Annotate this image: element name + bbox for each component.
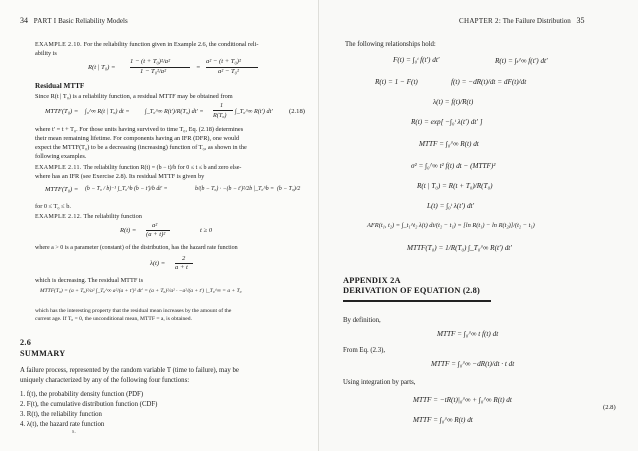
eq-lhs: λ(t) = — [150, 260, 166, 267]
equation-2-18 — [45, 102, 307, 124]
equation-residual-2-12: MTTF(T₀) = (a + T₀)²/a² ∫_T₀^∞ a²/(a + t′)² dt′ = (a + T₀)²/a² · −a²/(a + t′) |_T₀^∞ = a + T₀ — [40, 288, 242, 294]
eq-int2: ∫_T₀^∞ R(t′)/R(T₀) dt′ = — [145, 108, 204, 115]
eq-mttf-residual: MTTF(T₀) = 1/R(T₀) ∫_T₀^∞ R(t′) dt′ — [407, 244, 512, 252]
right-page — [319, 0, 638, 451]
eq-appendix-mttf-def: MTTF = ∫₀^∞ t f(t) dt — [437, 330, 499, 338]
eq-den: a + t — [175, 264, 188, 271]
example-2-10-line1 — [35, 40, 259, 50]
residual-para-1: where t′ = t + T₀. For those units having survived to time T₀, Eq. (2.18) determines — [35, 126, 244, 133]
eq-num: 2 — [182, 255, 186, 262]
right-running-head — [459, 16, 589, 25]
summary-para-2: uniquely characterized by any of the following four functions: — [20, 377, 190, 384]
eq-reliability-int: R(t) = ∫ₜ^∞ f(t′) dt′ — [495, 57, 548, 65]
page-number: 35 — [576, 16, 585, 25]
eq-pdf: f(t) = −dR(t)/dt = dF(t)/dt — [451, 78, 527, 86]
section-number: 2.6 — [20, 338, 32, 347]
residual-mttf-heading: Residual MTTF — [35, 82, 85, 90]
eq-result: (b − T₀)/2 — [277, 186, 301, 192]
eq-appendix-parts: MTTF = −tR(t)|₀^∞ + ∫₀^∞ R(t) dt — [413, 396, 512, 404]
residual-intro: Since R(t | T₀) is a reliability function, a residual MTTF may be obtained from — [35, 93, 233, 100]
eq-conditional: R(t | T₀) = R(t + T₀)/R(T₀) — [417, 182, 493, 190]
summary-item-3: 3. R(t), the reliability function — [20, 411, 102, 418]
residual-para-3: expect the MTTF(T₀) to be a decreasing (increasing) function of T₀, as shown in the — [35, 144, 247, 151]
example-2-11-line2: where has an IFR (see Exercise 2.8). Its residual MTTF is given by — [35, 173, 205, 180]
example-2-10-line2: ability is — [35, 50, 57, 57]
eq-num: a² — [152, 222, 158, 229]
eq-den: (a + t)² — [146, 231, 166, 238]
running-title: Basic Reliability Models — [58, 17, 128, 25]
integration-by-parts: Using integration by parts, — [343, 379, 416, 386]
relationships-intro: The following relationships hold: — [345, 41, 436, 48]
appendix-rule — [343, 300, 491, 302]
eq-tail: b/(b − T₀) · −(b − t′)²/2b |_T₀^b = — [195, 186, 275, 192]
from-eq: From Eq. (2.3), — [343, 347, 386, 354]
eq-lhs: R(t | T₀) = — [88, 64, 116, 71]
eq-lhs: MTTF(T₀) = — [45, 186, 79, 193]
print-speck: s. — [72, 429, 76, 435]
eq-cond: t ≥ 0 — [200, 227, 213, 234]
eq-reliability-cdf: R(t) = 1 − F(t) — [375, 78, 418, 86]
eq-variance: σ² = ∫₀^∞ t² f(t) dt − (MTTF)² — [411, 162, 496, 170]
eq-hazard: λ(t) = f(t)/R(t) — [433, 98, 474, 106]
eq-den1: 1 − T₀²/a² — [140, 68, 167, 75]
example-lead: EXAMPLE 2.11. — [35, 165, 82, 171]
eq-mttf: MTTF = ∫₀^∞ R(t) dt — [419, 140, 479, 148]
eq-int1: ∫₀^∞ R(t | T₀) dt = — [85, 108, 130, 115]
example-2-12-line1 — [35, 212, 142, 222]
eq-lhs: R(t) = — [120, 227, 137, 234]
eq-num1: 1 − (t + T₀)²/a² — [130, 58, 171, 65]
example-2-12-line3: which is decreasing. The residual MTTF is — [35, 277, 144, 284]
example-text: The reliability function R(t) = (b − t)/b for 0 ≤ t ≤ b and zero else- — [83, 165, 242, 171]
example-text: The reliability function — [83, 213, 142, 220]
example-text: For the reliability function given in Example 2.6, the conditional reli- — [83, 41, 259, 48]
equation-example-2-11 — [45, 182, 307, 200]
example-2-12-para-2: current age. If T₀ = 0, the unconditional mean, MTTF = a, is obtained. — [35, 316, 192, 322]
eq-appendix-result: MTTF = ∫₀^∞ R(t) dt — [413, 416, 473, 424]
equation-hazard-2-12 — [150, 255, 210, 275]
section-title: SUMMARY — [20, 349, 66, 358]
example-2-12-para-1: which has the interesting property that the residual mean increases by the amount of the — [35, 308, 232, 314]
appendix-title: DERIVATION OF EQUATION (2.8) — [343, 286, 480, 295]
running-title: The Failure Distribution — [502, 17, 571, 25]
example-2-11-condition: for 0 ≤ T₀ ≤ b. — [35, 203, 71, 210]
summary-para-1: A failure process, represented by the random variable T (time to failure), may be — [20, 367, 239, 374]
appendix-label: APPENDIX 2A — [343, 276, 401, 285]
example-lead: EXAMPLE 2.10. — [35, 42, 83, 48]
eq-number-2-8: (2.8) — [603, 404, 616, 411]
summary-item-4: 4. λ(t), the hazard rate function — [20, 421, 105, 428]
eq-afr: AFR(t₁, t₂) = ∫_t₁^t₂ λ(t) dt/(t₂ − t₁) = [ln R(t₁) − ln R(t₂)]/(t₂ − t₁) — [367, 222, 535, 229]
fraction-bar — [213, 110, 233, 111]
eq-reliability-exp: R(t) = exp[ −∫₀ᵗ λ(t′) dt′ ] — [411, 118, 483, 126]
eq-frac-den: R(T₀) — [213, 112, 227, 119]
left-running-head — [20, 16, 128, 25]
eq-frac-num: 1 — [220, 102, 224, 109]
eq-mid: (b − T₀ / b)⁻¹ ∫_T₀^b (b − t′)/b dt′ = — [85, 186, 168, 192]
chapter-label: CHAPTER 2: — [459, 17, 502, 25]
eq-num2: a² − (t + T₀)² — [206, 58, 241, 65]
eq-number: (2.18) — [289, 108, 305, 115]
eq-appendix-mttf-deriv: MTTF = ∫₀^∞ −dR(t)/dt · t dt — [431, 360, 515, 368]
example-2-12-line2: where a > 0 is a parameter (constant) of the distribution, has the hazard rate function — [35, 245, 238, 251]
eq-equals: = — [196, 64, 201, 71]
summary-item-1: 1. f(t), the probability density function (PDF) — [20, 391, 144, 398]
equation-reliability-2-12 — [120, 222, 240, 242]
residual-para-4: following examples. — [35, 153, 87, 160]
eq-lhs: MTTF(T₀) = — [45, 108, 79, 115]
eq-cdf: F(t) = ∫₀ᵗ f(t′) dt′ — [393, 56, 440, 64]
example-lead: EXAMPLE 2.12. — [35, 214, 83, 220]
eq-den2: a² − T₀² — [218, 68, 239, 75]
equation-conditional-reliability — [88, 58, 288, 80]
summary-item-2: 2. F(t), the cumulative distribution function (CDF) — [20, 401, 158, 408]
eq-cumulative-hazard: L(t) = ∫₀ᵗ λ(t′) dt′ — [427, 202, 475, 210]
eq-int3: ∫_T₀^∞ R(t′) dt′ — [235, 108, 273, 115]
page-number: 34 — [20, 16, 28, 25]
part-label: PART I — [33, 17, 57, 25]
residual-para-2: their mean remaining lifetime. For components having an IFR (DFR), one would — [35, 135, 240, 142]
by-definition: By definition, — [343, 317, 381, 324]
